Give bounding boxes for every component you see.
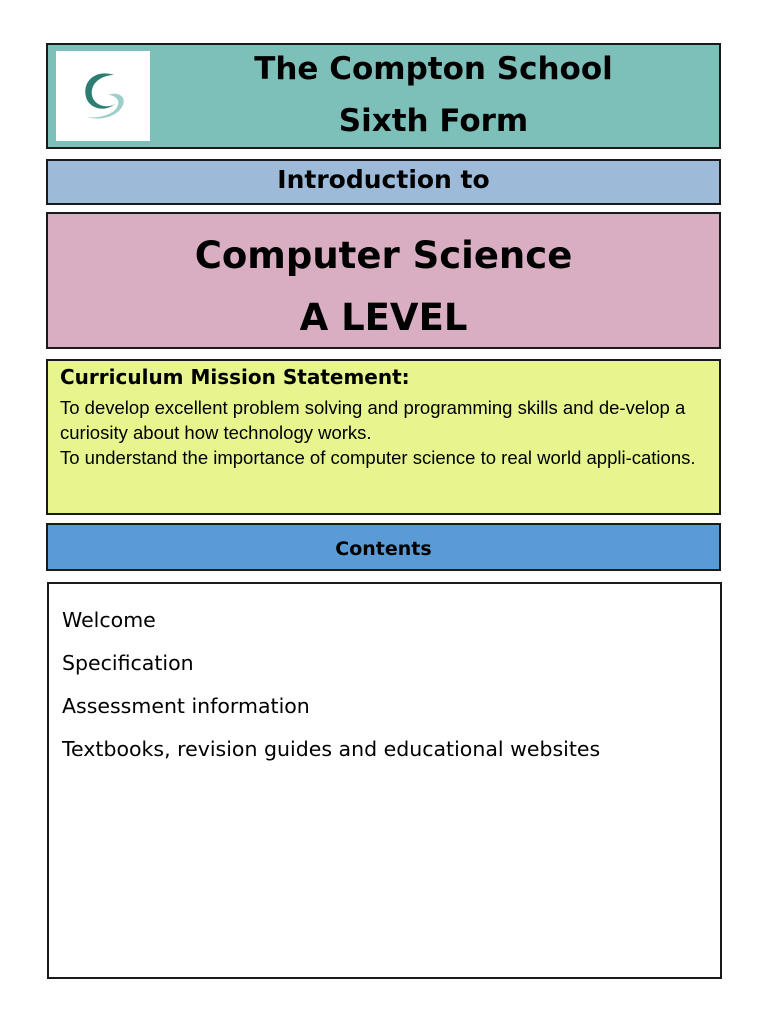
subject-level: A LEVEL (299, 296, 468, 339)
contents-header (46, 523, 721, 571)
mission-paragraph: To develop excellent problem solving and programming skills and de-velop a curiosity about how technology works. (60, 397, 686, 443)
contents-item-welcome: Welcome (62, 608, 156, 632)
mission-statement (46, 359, 721, 515)
contents-item-resources: Textbooks, revision guides and educational websites (62, 737, 601, 761)
contents-item-assessment: Assessment information (62, 694, 310, 718)
mission-paragraph: To understand the importance of computer science to real world appli-cations. (60, 447, 696, 468)
intro-label: Introduction to (277, 165, 490, 194)
contents-title: Contents (335, 538, 432, 560)
contents-item-specification: Specification (62, 651, 194, 675)
school-header (46, 43, 721, 149)
contents-panel (47, 582, 722, 979)
subject-title: Computer Science (194, 234, 573, 277)
subject-banner (46, 212, 721, 349)
mission-heading: Curriculum Mission Statement: (60, 365, 410, 389)
intro-banner (46, 159, 721, 205)
school-name: The Compton School (254, 51, 613, 87)
school-subtitle: Sixth Form (338, 103, 529, 139)
contents-list (62, 604, 600, 776)
